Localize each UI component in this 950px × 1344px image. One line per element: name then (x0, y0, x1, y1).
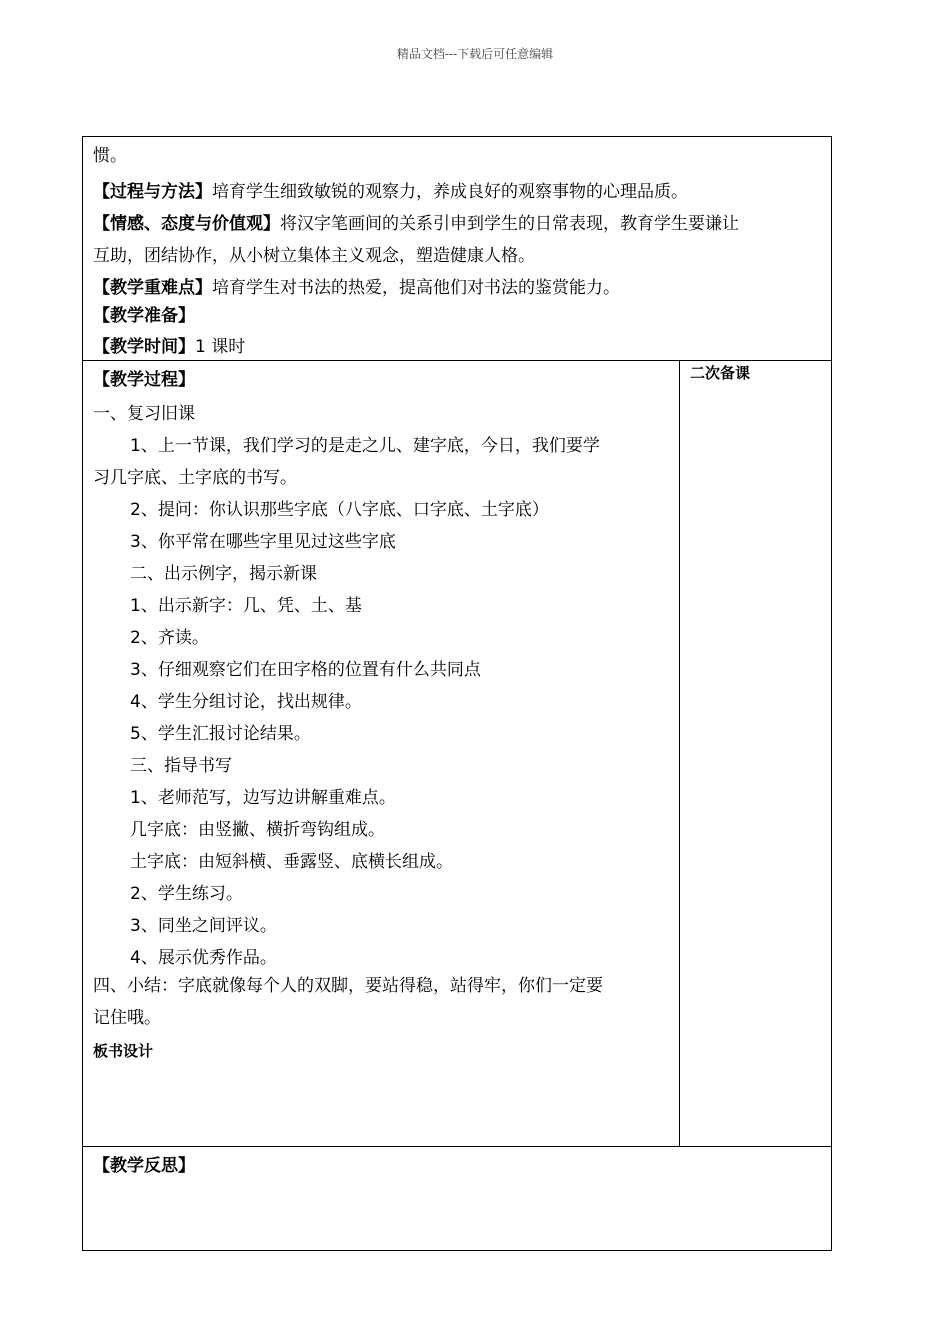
time-text: 1 课时 (195, 337, 246, 357)
second-prep-label: 二次备课 (690, 364, 751, 382)
process-title: 【教学过程】 (93, 370, 195, 390)
process-line: 三、指导书写 (130, 756, 232, 776)
process-line: 5、学生汇报讨论结果。 (130, 724, 311, 744)
process-line: 一、复习旧课 (93, 404, 195, 424)
process-line: 4、学生分组讨论，找出规律。 (130, 692, 362, 712)
process-line: 1、出示新字：几、凭、土、基 (130, 596, 362, 616)
watermark-header: 精品文档---下载后可任意编辑 (396, 47, 554, 61)
process-line: 3、你平常在哪些字里见过这些字底 (130, 532, 396, 552)
emotion-row (93, 213, 739, 235)
emotion-text: 将汉字笔画间的关系引申到学生的日常表现，教育学生要谦让 (280, 214, 739, 234)
process-line: 习几字底、土字底的书写。 (93, 468, 297, 488)
process-line: 记住哦。 (93, 1008, 161, 1028)
process-line: 土字底：由短斜横、垂露竖、底横长组成。 (130, 852, 453, 872)
continued-text: 惯。 (93, 146, 127, 166)
process-line: 3、同坐之间评议。 (130, 916, 277, 936)
process-line: 2、齐读。 (130, 628, 209, 648)
preparation-label: 【教学准备】 (93, 306, 195, 326)
second-prep-cell (680, 361, 831, 1147)
reflection-label: 【教学反思】 (93, 1156, 195, 1176)
reflection-cell (83, 1147, 831, 1250)
process-method-text: 培育学生细致敏锐的观察力，养成良好的观察事物的心理品质。 (212, 182, 688, 202)
emotion-text-cont: 互助，团结协作，从小树立集体主义观念，塑造健康人格。 (93, 246, 535, 266)
key-point-label: 【教学重难点】 (93, 278, 212, 298)
process-method-label: 【过程与方法】 (93, 182, 212, 202)
process-line: 1、老师范写，边写边讲解重难点。 (130, 788, 396, 808)
time-label: 【教学时间】 (93, 337, 195, 357)
process-line: 几字底：由竖撇、横折弯钩组成。 (130, 820, 385, 840)
lesson-plan-table (82, 136, 832, 1251)
process-line: 四、小结：字底就像每个人的双脚，要站得稳，站得牢，你们一定要 (93, 976, 603, 996)
process-line: 2、提问：你认识那些字底（八字底、口字底、土字底） (130, 500, 549, 520)
process-line: 二、出示例字，揭示新课 (130, 564, 317, 584)
emotion-label: 【情感、态度与价值观】 (93, 214, 280, 234)
board-design-label: 板书设计 (93, 1042, 154, 1060)
teaching-process-cell (83, 361, 680, 1147)
process-method-row (93, 181, 688, 203)
process-line: 1、上一节课，我们学习的是走之儿、建字底，今日，我们要学 (130, 436, 600, 456)
key-point-text: 培育学生对书法的热爱，提高他们对书法的鉴赏能力。 (212, 278, 620, 298)
process-line: 4、展示优秀作品。 (130, 948, 277, 968)
process-line: 3、仔细观察它们在田字格的位置有什么共同点 (130, 660, 481, 680)
key-point-row (93, 277, 620, 299)
time-row (93, 336, 245, 358)
process-line: 2、学生练习。 (130, 884, 243, 904)
objectives-section (83, 137, 831, 361)
